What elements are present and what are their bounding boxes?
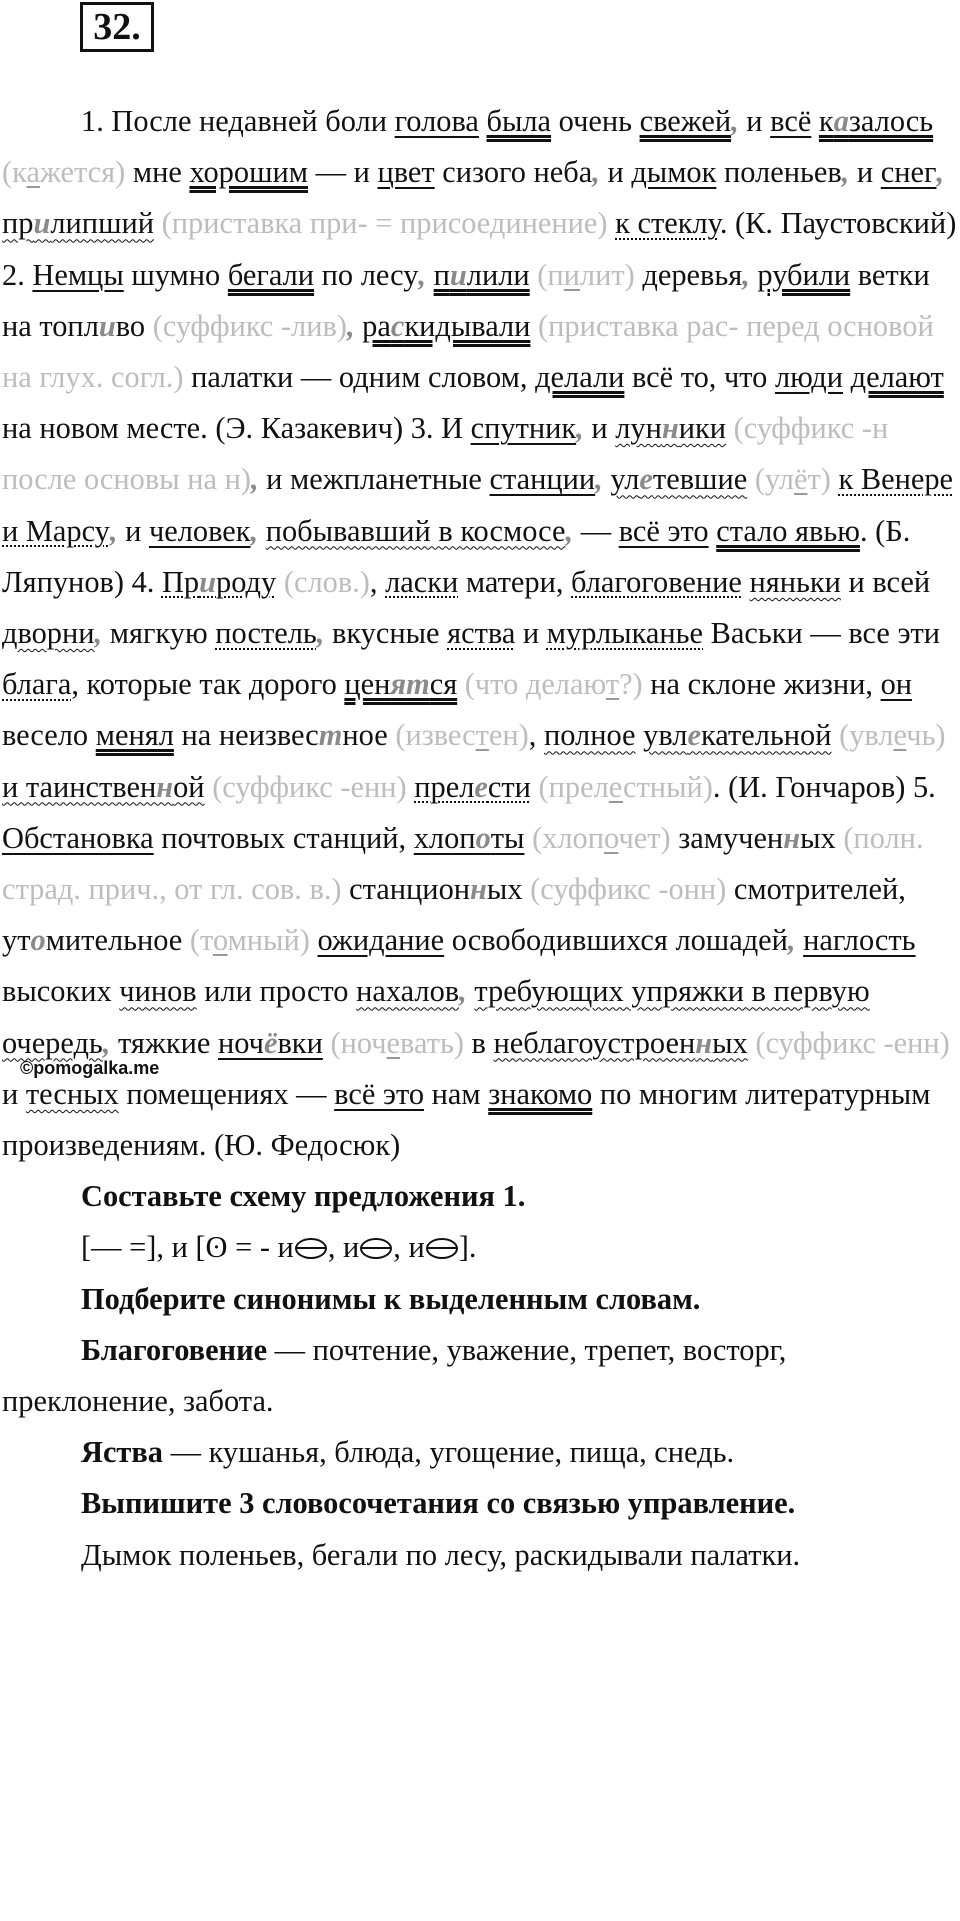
participle-oval-icon (426, 1238, 458, 1259)
exercise-body (2, 96, 957, 1581)
task3-title: Выпишите 3 словосочетания со связью управление. (81, 1486, 796, 1521)
watermark: ©pomogalka.me (20, 1058, 160, 1078)
synonyms-item: Яства — кушанья, блюда, угощение, пища, снедь. (81, 1435, 735, 1470)
task2-title: Подберите синонимы к выделенным словам. (81, 1281, 701, 1316)
synonyms-item: Благоговение — почтение, уважение, трепет, восторг, преклонение, забота. (2, 1332, 787, 1419)
sentence-1: 1. После недавней боли голова была очень свежей, и всё казалось (кажется) мне хорошим — и цвет сизого неба, и дымок поленьев, и снег, прилипший (приставка при- = присоединение) к стеклу. (К. Паустовский) (2, 104, 957, 241)
sentences-paragraph (2, 96, 957, 1171)
sentence-scheme: [— =], и [ʘ = - и , и , и ]. (81, 1230, 477, 1265)
participle-oval-icon (295, 1238, 327, 1259)
exercise-number: 32. (80, 2, 154, 52)
sentence-5: 5. Обстановка почтовых станций, хлопоты (хлопочет) замученных (полн. страд. прич., от гл. сов. в.) станционных (суффикс -онн) смотрителей, утомительное (томный) ожидание освободившихся лошадей, наглость высоких чинов или просто нахалов, требующих упряжки в первую очередь, тяжкие ночёвки (ночевать) в неблагоустроенных (суффикс -енн) и тесных помещениях — всё это нам знакомо по многим литературным произведениям. (Ю. Федосюк) (2, 769, 950, 1163)
task3-answer: Дымок поленьев, бегали по лесу, раскидывали палатки. (81, 1537, 801, 1572)
sentence-3: 3. И спутник, и лунники (суффикс -н после основы на н), и межпланетные станции, улетевшие (улёт) к Венере и Марсу, и человек, побывавший в космосе, — всё это стало явью. (Б. Ляпунов) (2, 411, 954, 599)
participle-oval-icon (360, 1238, 392, 1259)
sentence-4: 4. Природу (слов.), ласки матери, благоговение няньки и всей дворни, мягкую постель, вкусные яства и мурлыканье Васьки — все эти блага, которые так дорого ценятся (что делают?) на склоне жизни, он весело менял на неизвестное (известен), полное увлекательной (увлечь) и таинственной (суффикс -енн) прелести (прелестный). (И. Гончаров) (2, 564, 946, 804)
sentence-2: 2. Немцы шумно бегали по лесу, пилили (пилит) деревья, рубили ветки на топливо (суффикс -лив), раскидывали (приставка рас- перед основой на глух. согл.) палатки — одним словом, делали всё то, что люди делают на новом месте. (Э. Казакевич) (2, 257, 944, 446)
task1-title: Составьте схему предложения 1. (81, 1179, 526, 1214)
